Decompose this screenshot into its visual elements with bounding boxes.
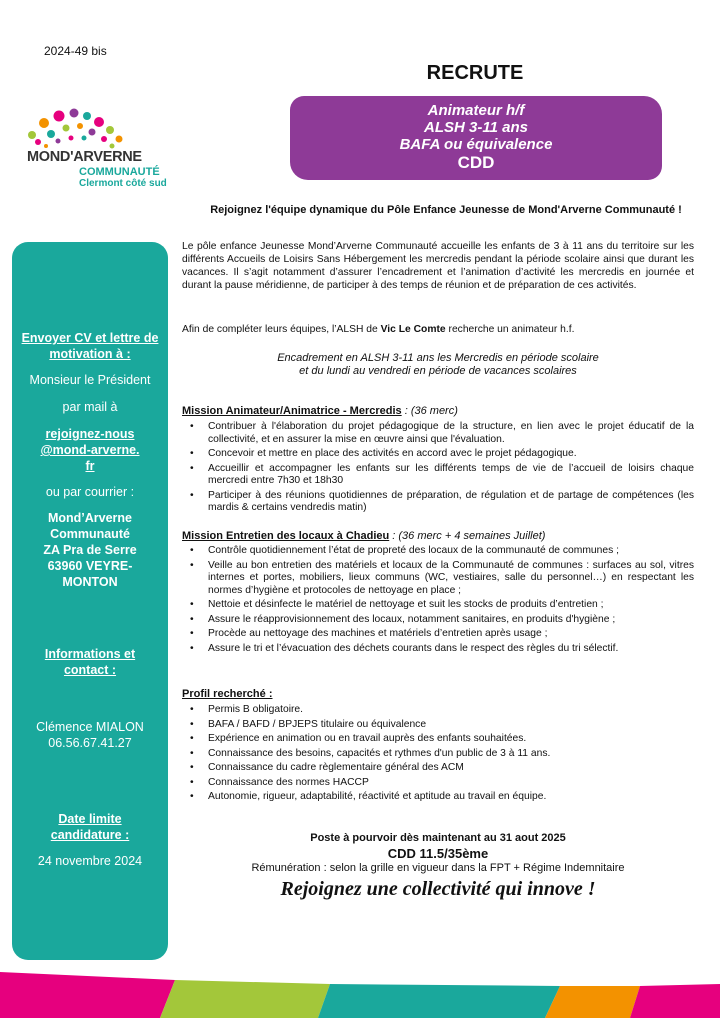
team-paragraph-text: Afin de compléter leurs équipes, l’ALSH de bbox=[182, 324, 381, 335]
list-item: • Contrôle quotidiennement l’état de propreté des locaux de la communauté de communes ; bbox=[208, 545, 694, 558]
logo-subtitle: COMMUNAUTÉ bbox=[79, 166, 160, 178]
list-item: • Participer à des réunions quotidiennes de préparation, de régulation et de partage de compétences (les mardis & certains vendredis matin) bbox=[208, 490, 694, 515]
mission1-detail: : (36 merc) bbox=[401, 405, 458, 417]
intro-title: Rejoignez l'équipe dynamique du Pôle Enfance Jeunesse de Mond'Arverne Communauté ! bbox=[210, 204, 682, 216]
list-item: • Accueillir et accompagner les enfants sur les différents temps de vie de l’accueil de loisirs chaque mercredi entre 7h30 et 18h30 bbox=[208, 463, 694, 488]
list-item: • Assure le tri et l’évacuation des déchets courants dans le respect des règles du tri sélectif. bbox=[208, 643, 694, 656]
contact-name: Clémence MIALON bbox=[36, 720, 144, 734]
footer-stripes bbox=[0, 970, 720, 1018]
job-structure: ALSH 3-11 ans bbox=[424, 119, 528, 136]
job-banner bbox=[290, 96, 662, 180]
deadline-title: Date limite candidature : bbox=[50, 812, 130, 842]
email-link[interactable]: rejoignez-nous@mond-arverne.fr bbox=[40, 427, 140, 473]
reference-number: 2024-49 bis bbox=[44, 44, 107, 58]
remuneration: Rémunération : selon la grille en vigueur dans la FPT + Régime Indemnitaire bbox=[251, 862, 625, 874]
list-item: • Connaissance des besoins, capacités et rythmes d'un public de 3 à 11 ans. bbox=[208, 748, 694, 761]
list-item: • Veille au bon entretien des matériels et locaux de la Communauté de communes : surfaces au sol, vitres internes et portes, mobiliers, lieux communs (WC, vestiaires, salle du personnel…) en respectant les normes d’hygiène et protocoles de nettoyage en place ; bbox=[208, 560, 694, 598]
list-item: • Connaissance des normes HACCP bbox=[208, 777, 694, 790]
by-post-label: ou par courrier : bbox=[45, 485, 135, 499]
job-contract: CDD bbox=[457, 153, 495, 172]
logo-tagline: Clermont côté sud bbox=[79, 178, 167, 189]
logo-name: MOND'ARVERNE bbox=[27, 149, 142, 165]
mission2-list bbox=[182, 545, 694, 657]
mission2-heading bbox=[182, 530, 545, 542]
recrute-heading: RECRUTE bbox=[426, 62, 524, 84]
schedule-line-2: et du lundi au vendredi en période de vacances scolaires bbox=[299, 365, 577, 377]
mission2-detail: : (36 merc + 4 semaines Juillet) bbox=[389, 530, 546, 542]
mission2-title: Mission Entretien des locaux à Chadieu bbox=[182, 530, 390, 542]
list-item: • Permis B obligatoire. bbox=[208, 704, 694, 717]
contract-type: CDD 11.5/35ème bbox=[387, 846, 489, 861]
recipient: Monsieur le Président bbox=[29, 373, 151, 387]
profil-list bbox=[182, 704, 694, 806]
schedule-note bbox=[182, 352, 694, 378]
address-line-2: ZA Pra de Serre bbox=[43, 543, 137, 557]
team-paragraph-end: recherche un animateur h.f. bbox=[445, 324, 575, 335]
send-title: Envoyer CV et lettre de motivation à : bbox=[21, 331, 159, 361]
address-line-3: 63960 VEYRE-MONTON bbox=[47, 559, 133, 589]
deadline-date: 24 novembre 2024 bbox=[37, 854, 143, 868]
list-item: • BAFA / BAFD / BPJEPS titulaire ou équivalence bbox=[208, 719, 694, 732]
list-item: • Procède au nettoyage des machines et matériels d’entretien après usage ; bbox=[208, 628, 694, 641]
intro-paragraph: Le pôle enfance Jeunesse Mond’Arverne Communauté accueille les enfants de 3 à 11 ans du territoire sur les différents Accueils de Loisirs Sans Hébergement les mercredis pendant la période scolaire ainsi que durant les vacances. Il s’agit notamment d’assurer l’encadrement et l’animation d’activité les mercredis en journée et durant la pause méridienne, de participer à des temps de réunion et de préparation de ces activités. bbox=[182, 241, 694, 291]
list-item: • Connaissance du cadre règlementaire général des ACM bbox=[208, 762, 694, 775]
contact-phone: 06.56.67.41.27 bbox=[48, 736, 132, 750]
list-item: • Nettoie et désinfecte le matériel de nettoyage et suit les stocks de produits d’entretien ; bbox=[208, 599, 694, 612]
list-item: • Concevoir et mettre en place des activités en accord avec le projet pédagogique. bbox=[208, 448, 694, 461]
mission1-list bbox=[182, 421, 694, 517]
list-item: • Contribuer à l'élaboration du projet pédagogique de la structure, en lien avec le projet éducatif de la collectivité, et en assurer la mise en œuvre ainsi que l'évaluation. bbox=[208, 421, 694, 446]
mission1-heading bbox=[182, 405, 458, 417]
address-line-1: Mond’Arverne Communauté bbox=[47, 511, 133, 541]
contact-sidebar bbox=[12, 242, 168, 960]
list-item: • Autonomie, rigueur, adaptabilité, réactivité et aptitude au travail en équipe. bbox=[208, 791, 694, 804]
list-item: • Assure le réapprovisionnement des locaux, notamment sanitaires, en produits d'hygiène ; bbox=[208, 614, 694, 627]
location-name: Vic Le Comte bbox=[380, 324, 446, 335]
profil-heading bbox=[182, 688, 272, 700]
team-paragraph bbox=[182, 323, 694, 336]
availability: Poste à pourvoir dès maintenant au 31 aout 2025 bbox=[310, 832, 566, 844]
info-title: Informations et contact : bbox=[44, 647, 136, 677]
job-title: Animateur h/f bbox=[427, 102, 525, 119]
slogan: Rejoignez une collectivité qui innove ! bbox=[280, 878, 596, 900]
by-mail-label: par mail à bbox=[62, 400, 118, 414]
job-qualification: BAFA ou équivalence bbox=[399, 136, 553, 153]
list-item: • Expérience en animation ou en travail auprès des enfants souhaitées. bbox=[208, 733, 694, 746]
schedule-line-1: Encadrement en ALSH 3-11 ans les Mercredis en période scolaire bbox=[277, 352, 599, 364]
mission1-title: Mission Animateur/Animatrice - Mercredis bbox=[182, 405, 402, 417]
profil-title: Profil recherché : bbox=[182, 688, 273, 700]
